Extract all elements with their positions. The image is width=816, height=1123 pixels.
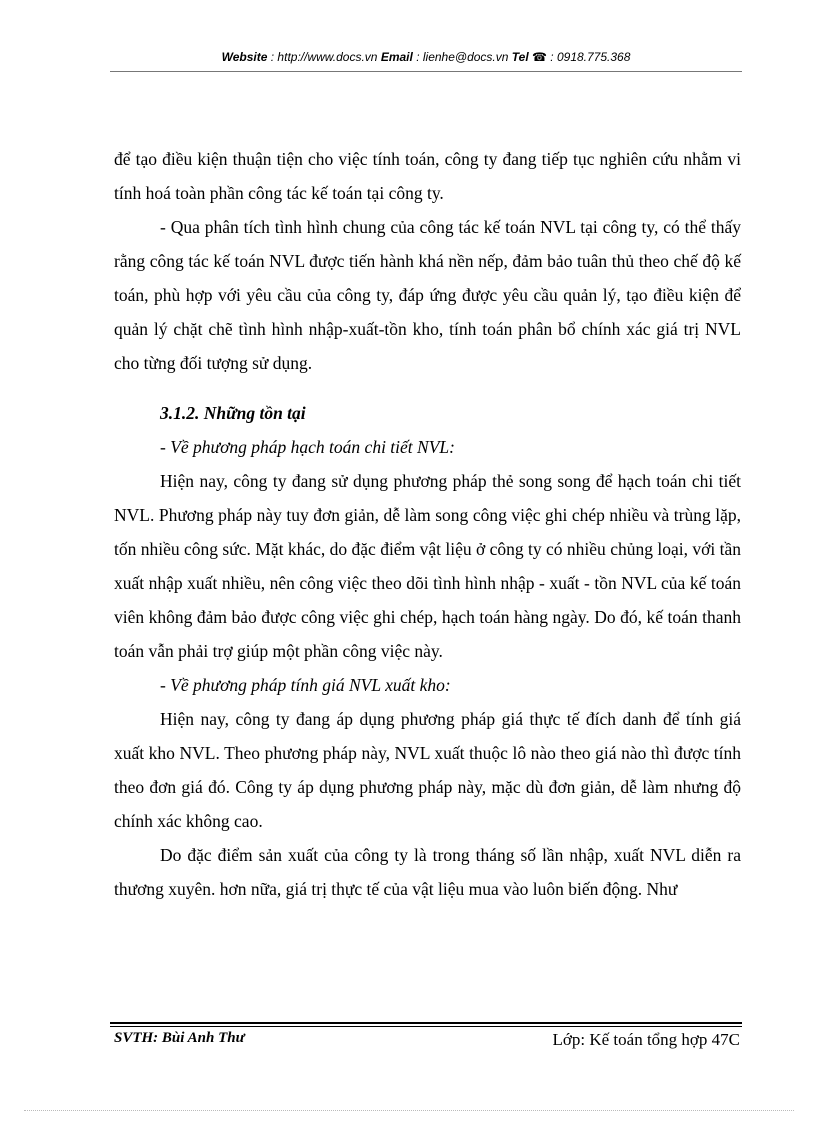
- document-body: [114, 142, 741, 906]
- footer-author: SVTH: Bùi Anh Thư: [114, 1030, 245, 1046]
- email-label: Email: [380, 50, 413, 64]
- page-bottom-border: [24, 1110, 794, 1111]
- section-heading: 3.1.2. Những tồn tại: [160, 403, 306, 423]
- page-header: [110, 50, 742, 64]
- website-value: : http://www.docs.vn: [270, 50, 378, 64]
- subheading-2: - Về phương pháp tính giá NVL xuất kho:: [160, 675, 451, 695]
- tel-label: Tel ☎: [511, 50, 547, 64]
- footer-divider-thick: [110, 1022, 742, 1024]
- paragraph-5: Do đặc điểm sản xuất của công ty là trong tháng số lần nhập, xuất NVL diễn ra thương xuyên. hơn nữa, giá trị thực tế của vật liệu mua vào luôn biến động. Như: [114, 845, 741, 899]
- footer-class: Lớp: Kế toán tổng hợp 47C: [552, 1030, 740, 1049]
- header-divider: [110, 71, 742, 72]
- paragraph-2: - Qua phân tích tình hình chung của công tác kế toán NVL tại công ty, có thể thấy rằng công tác kế toán NVL được tiến hành khá nền nếp, đảm bảo tuân thủ theo chế độ kế toán, phù hợp với yêu cầu của công ty, đáp ứng được yêu cầu quản lý, tạo điều kiện để quản lý chặt chẽ tình hình nhập-xuất-tồn kho, tính toán phân bổ chính xác giá trị NVL cho từng đối tượng sử dụng.: [114, 217, 741, 373]
- website-label: Website: [221, 50, 268, 64]
- email-value: : lienhe@docs.vn: [416, 50, 509, 64]
- tel-value: : 0918.775.368: [550, 50, 631, 64]
- paragraph-1: để tạo điều kiện thuận tiện cho việc tính toán, công ty đang tiếp tục nghiên cứu nhằm vi tính hoá toàn phần công tác kế toán tại công ty.: [114, 149, 741, 203]
- subheading-1: - Về phương pháp hạch toán chi tiết NVL:: [160, 437, 455, 457]
- paragraph-4: Hiện nay, công ty đang áp dụng phương pháp giá thực tế đích danh để tính giá xuất kho NVL. Theo phương pháp này, NVL xuất thuộc lô nào theo giá nào thì được tính theo đơn giá đó. Công ty áp dụng phương pháp này, mặc dù đơn giản, dễ làm nhưng độ chính xác không cao.: [114, 709, 741, 831]
- footer-divider-thin: [110, 1026, 742, 1027]
- paragraph-3: Hiện nay, công ty đang sử dụng phương pháp thẻ song song để hạch toán chi tiết NVL. Phương pháp này tuy đơn giản, dễ làm song công việc ghi chép nhiều và trùng lặp, tốn nhiều công sức. Mặt khác, do đặc điểm vật liệu ở công ty có nhiều chủng loại, với tần xuất nhập xuất nhiều, nên công việc theo dõi tình hình nhập - xuất - tồn NVL của kế toán viên không đảm bảo được công việc ghi chép, hạch toán hàng ngày. Do đó, kế toán thanh toán vẫn phải trợ giúp một phần công việc này.: [114, 471, 741, 661]
